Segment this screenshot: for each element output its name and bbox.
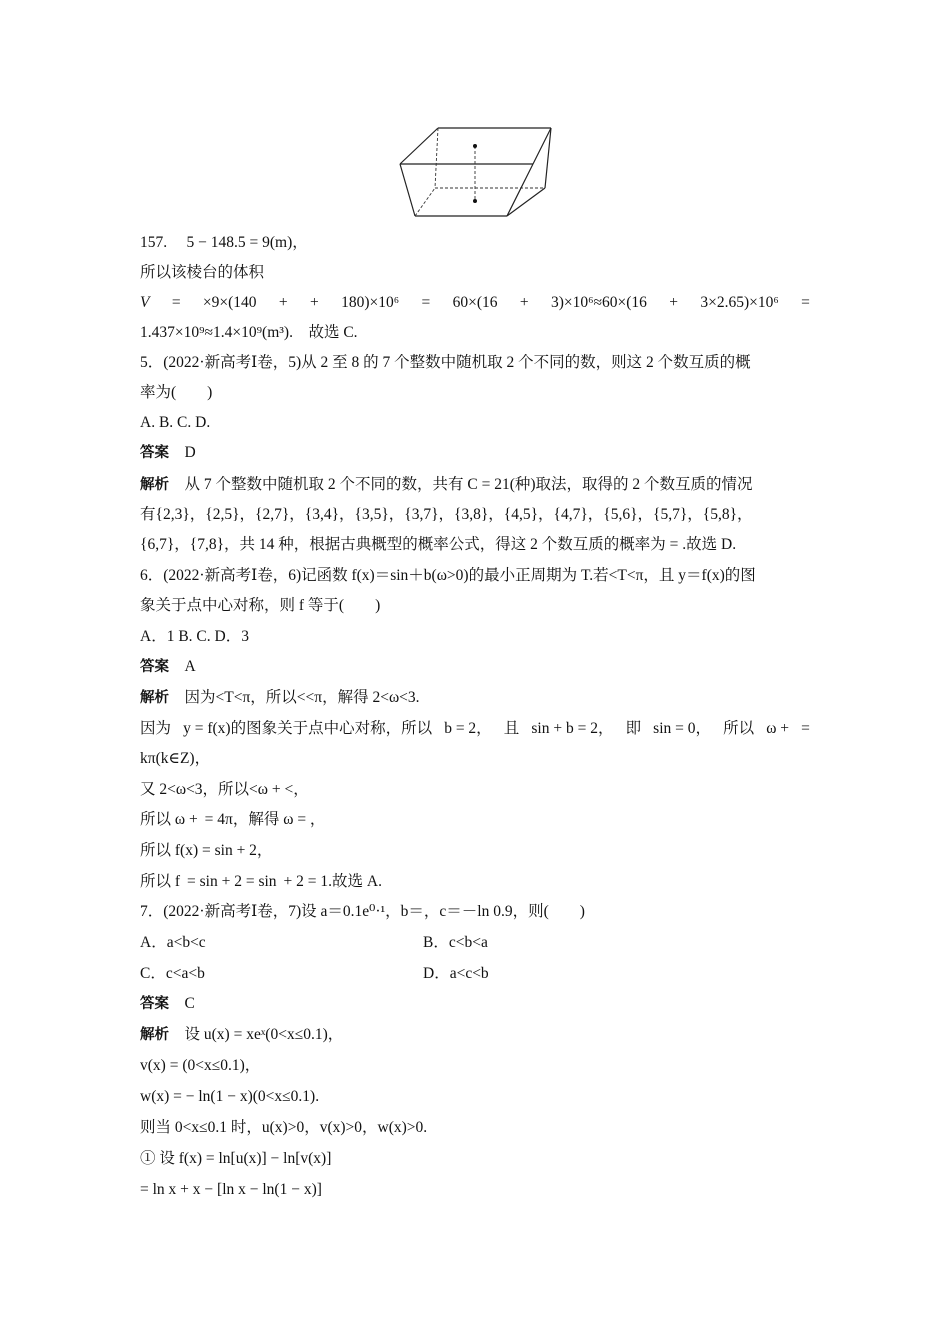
text-fragment: = bbox=[801, 294, 810, 311]
text-fragment: 180)×10⁶ bbox=[341, 294, 400, 311]
text-fragment: b = 2， bbox=[444, 720, 492, 737]
analysis-label: 解析 bbox=[140, 477, 169, 493]
line-6: 率为( ) bbox=[140, 384, 213, 401]
text-fragment: 即 bbox=[625, 720, 642, 737]
text-fragment: = bbox=[801, 720, 810, 737]
line-3 bbox=[140, 293, 810, 313]
line-19: 又 2<ω<3，所以<ω + <， bbox=[140, 781, 309, 798]
option-c: C．c<a<b bbox=[140, 965, 205, 982]
question-5: 5．(2022·新高考Ⅰ卷，5)从 2 至 8 的 7 个整数中随机取 2 个不同的数，则这 2 个数互质的概 bbox=[140, 354, 751, 371]
line-11: {6,7}，{7,8}，共 14 种，根据古典概型的概率公式，得这 2 个数互质的概率为 = .故选 D. bbox=[140, 536, 737, 553]
line-13: 象关于点中心对称，则 f 等于( ) bbox=[140, 597, 381, 614]
line-18: kπ(k∈Z)， bbox=[140, 750, 211, 767]
options-5: A. B. C. D. bbox=[140, 414, 211, 431]
line-10: 有{2,3}，{2,5}，{2,7}，{3,4}，{3,5}，{3,7}，{3,8}，{4,5}，{4,7}，{5,6}，{5,7}，{5,8}， bbox=[140, 506, 753, 523]
text-fragment: 且 bbox=[503, 720, 520, 737]
line-17 bbox=[140, 719, 810, 739]
question-6: 6．(2022·新高考Ⅰ卷，6)记函数 f(x)＝sin＋b(ω>0)的最小正周期为 T.若<T<π，且 y＝f(x)的图 bbox=[140, 567, 756, 584]
answer-label: 答案 bbox=[140, 659, 169, 675]
line-22: 所以 f = sin + 2 = sin + 2 = 1.故选 A. bbox=[140, 873, 382, 890]
answer-value: D bbox=[184, 444, 196, 461]
text-fragment: sin + b = 2， bbox=[531, 720, 614, 737]
analysis-7 bbox=[140, 1025, 343, 1045]
options-6: A．1 B. C. D．3 bbox=[140, 628, 249, 645]
answer-label: 答案 bbox=[140, 996, 169, 1012]
answer-5 bbox=[140, 443, 196, 463]
analysis-text: 因为<T<π，所以<<π，解得 2<ω<3. bbox=[184, 689, 420, 706]
text-fragment: + bbox=[669, 294, 678, 311]
line-32: = ln x + x − [ln x − ln(1 − x)] bbox=[140, 1181, 322, 1198]
option-b: B．c<b<a bbox=[423, 934, 488, 951]
text-fragment: 因为 bbox=[140, 720, 172, 737]
text-fragment: sin = 0， bbox=[653, 720, 712, 737]
line-20: 所以 ω + = 4π，解得 ω = ， bbox=[140, 811, 326, 828]
line-2: 所以该棱台的体积 bbox=[140, 264, 265, 281]
text-fragment: 3)×10⁶≈60×(16 bbox=[550, 294, 647, 311]
text-fragment: V bbox=[140, 294, 150, 311]
option-d: D．a<c<b bbox=[423, 965, 489, 982]
option-a: A．a<b<c bbox=[140, 934, 206, 951]
analysis-6 bbox=[140, 688, 420, 708]
answer-label: 答案 bbox=[140, 445, 169, 461]
analysis-label: 解析 bbox=[140, 690, 169, 706]
text-fragment: y = f(x)的图象关于点中心对称，所以 bbox=[183, 720, 433, 737]
text-fragment: + bbox=[519, 294, 529, 311]
line-28: v(x) = (0<x≤0.1)， bbox=[140, 1057, 261, 1074]
question-7: 7．(2022·新高考Ⅰ卷，7)设 a＝0.1e⁰·¹，b＝，c＝－ln 0.9，则( ) bbox=[140, 903, 585, 920]
text-fragment: 60×(16 bbox=[452, 294, 498, 311]
text-fragment: + bbox=[278, 294, 288, 311]
text-fragment: = bbox=[171, 294, 181, 311]
answer-value: C bbox=[184, 995, 195, 1012]
frustum-figure bbox=[395, 124, 555, 220]
line-21: 所以 f(x) = sin + 2， bbox=[140, 842, 273, 859]
text-fragment: 所以 bbox=[723, 720, 755, 737]
analysis-text: 从 7 个整数中随机取 2 个不同的数，共有 C = 21(种)取法，取得的 2 个数互质的情况 bbox=[184, 476, 753, 493]
answer-6 bbox=[140, 657, 196, 677]
text-fragment: ω + bbox=[766, 720, 790, 737]
analysis-label: 解析 bbox=[140, 1027, 169, 1043]
answer-7 bbox=[140, 994, 195, 1014]
line-4: 1.437×10⁹≈1.4×10⁹(m³). 故选 C. bbox=[140, 324, 358, 341]
line-30: 则当 0<x≤0.1 时，u(x)>0，v(x)>0，w(x)>0. bbox=[140, 1119, 428, 1136]
text-fragment: ×9×(140 bbox=[202, 294, 257, 311]
line-31: ① 设 f(x) = ln[u(x)] − ln[v(x)] bbox=[140, 1150, 332, 1167]
text-fragment: = bbox=[421, 294, 431, 311]
analysis-text: 设 u(x) = xeˣ(0<x≤0.1)， bbox=[184, 1026, 344, 1043]
line-1: 157. 5 − 148.5 = 9(m)， bbox=[140, 234, 308, 251]
line-29: w(x) = − ln(1 − x)(0<x≤0.1). bbox=[140, 1088, 320, 1105]
answer-value: A bbox=[184, 658, 196, 675]
analysis-5 bbox=[140, 475, 753, 495]
text-fragment: + bbox=[310, 294, 319, 311]
text-fragment: 3×2.65)×10⁶ bbox=[700, 294, 779, 311]
